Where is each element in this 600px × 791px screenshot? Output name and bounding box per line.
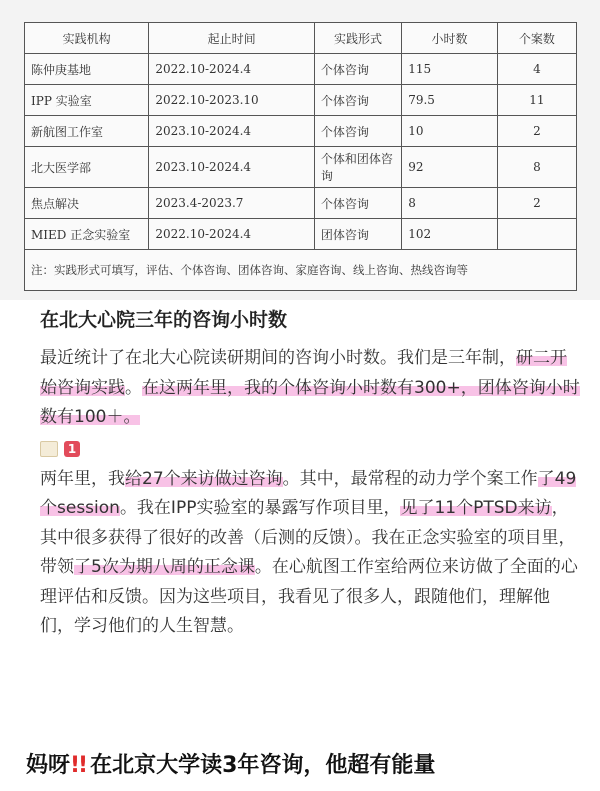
header-institution: 实践机构	[25, 23, 149, 54]
headline-prefix: 妈呀	[26, 753, 71, 778]
highlighted-text: 见了11个PTSD来访	[400, 498, 552, 518]
cell-form: 团体咨询	[314, 219, 401, 250]
table-note-row	[25, 250, 577, 291]
cell-period: 2023.4-2023.7	[149, 188, 314, 219]
cell-cases	[497, 219, 576, 250]
cell-cases: 11	[497, 85, 576, 116]
post-title: 在北大心院三年的咨询小时数	[40, 309, 288, 331]
header-form: 实践形式	[314, 23, 401, 54]
text-segment: 。	[125, 377, 142, 398]
cell-form: 个体和团体咨询	[314, 147, 401, 188]
cell-period: 2023.10-2024.4	[149, 147, 314, 188]
table-row	[25, 85, 577, 116]
cell-form: 个体咨询	[314, 116, 401, 147]
table-row	[25, 147, 577, 188]
cell-institution: 新航图工作室	[25, 116, 149, 147]
highlighted-text: 在这两年里，我的个体咨询小时数有300+，团体咨询小时数有100＋。	[40, 377, 580, 427]
post-body	[40, 305, 580, 642]
cell-hours: 115	[402, 54, 498, 85]
table-photo	[0, 0, 600, 300]
cell-form: 个体咨询	[314, 85, 401, 116]
double-exclamation-icon: !!	[70, 753, 87, 778]
paragraph-2	[40, 465, 580, 642]
table-row	[25, 219, 577, 250]
header-period: 起止时间	[149, 23, 314, 54]
emoji-row	[40, 435, 580, 463]
header-cases: 个案数	[497, 23, 576, 54]
text-segment: 。我在IPP实验室的暴露写作项目里，	[119, 498, 401, 518]
cell-institution: 北大医学部	[25, 147, 149, 188]
cell-institution: 焦点解决	[25, 188, 149, 219]
cell-institution: 陈仲庚基地	[25, 54, 149, 85]
text-segment: 。在心航图工作室给两位来访做了全面的心理评估和反馈。因为这些项目，我看见了很多人，跟随他们，理解他们，学习他们的人生智慧。	[40, 557, 578, 636]
cell-period: 2022.10-2024.4	[149, 54, 314, 85]
cell-cases: 8	[497, 147, 576, 188]
cell-hours: 10	[402, 116, 498, 147]
cell-period: 2023.10-2024.4	[149, 116, 314, 147]
cell-hours: 102	[402, 219, 498, 250]
footer-headline	[26, 748, 435, 779]
practice-hours-table	[24, 22, 577, 291]
text-segment: 两年里，我	[40, 468, 125, 489]
cell-hours: 79.5	[402, 85, 498, 116]
cell-institution: MIED 正念实验室	[25, 219, 149, 250]
highlighted-text: 了5次为期八周的正念课	[74, 557, 255, 577]
memo-icon	[40, 441, 58, 457]
cell-cases: 2	[497, 188, 576, 219]
cell-cases: 4	[497, 54, 576, 85]
highlighted-text: 给27个来访做过咨询	[125, 468, 283, 489]
table-row	[25, 116, 577, 147]
cell-form: 个体咨询	[314, 188, 401, 219]
text-segment: ，其中很多获得了很好的改善（后测的反馈）。我在正念实验室的项目里，带领	[40, 498, 576, 577]
number-one-badge-icon: 1	[64, 441, 80, 457]
table-note: 注：实践形式可填写，评估、个体咨询、团体咨询、家庭咨询、线上咨询、热线咨询等	[25, 250, 577, 291]
header-hours: 小时数	[402, 23, 498, 54]
highlighted-text: 研二开始咨询实践	[40, 348, 567, 398]
text-segment: 。其中，最常程的动力学个案工作	[282, 468, 538, 489]
table-header-row	[25, 23, 577, 54]
table-row	[25, 54, 577, 85]
highlighted-text: 了49个session	[40, 468, 577, 518]
cell-institution: IPP 实验室	[25, 85, 149, 116]
cell-period: 2022.10-2023.10	[149, 85, 314, 116]
cell-period: 2022.10-2024.4	[149, 219, 314, 250]
cell-hours: 92	[402, 147, 498, 188]
text-segment: 最近统计了在北大心院读研期间的咨询小时数。我们是三年制，	[40, 348, 516, 368]
cell-cases: 2	[497, 116, 576, 147]
cell-hours: 8	[402, 188, 498, 219]
cell-form: 个体咨询	[314, 54, 401, 85]
table-row	[25, 188, 577, 219]
paragraph-1	[40, 344, 580, 433]
headline-text: 在北京大学读3年咨询，他超有能量	[90, 753, 436, 778]
